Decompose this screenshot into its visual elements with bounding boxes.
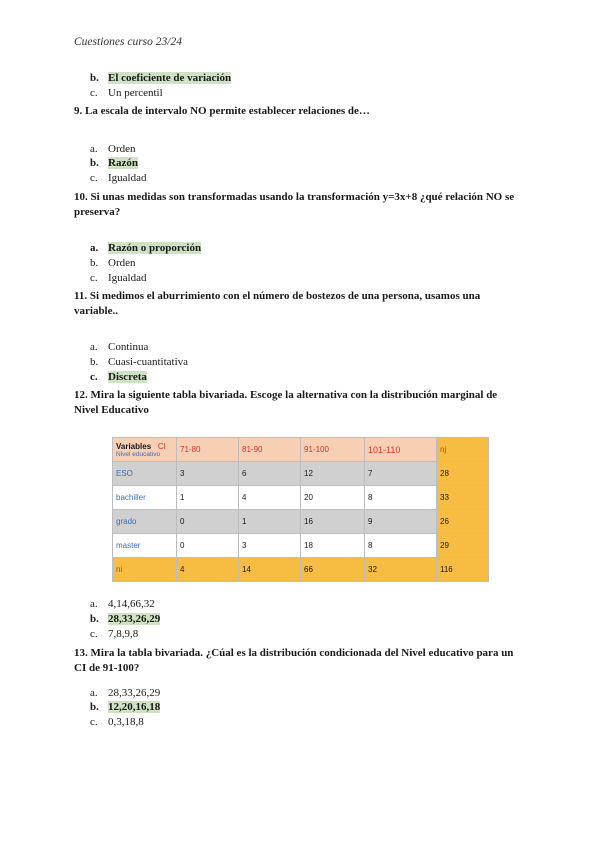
table-cell: 3 bbox=[177, 462, 239, 486]
row-label: bachiller bbox=[113, 486, 177, 510]
question-9: 9. La escala de intervalo NO permite establecer relaciones de… bbox=[74, 105, 370, 117]
q12-option-a bbox=[90, 598, 155, 611]
option-text: Razón o proporción bbox=[108, 242, 202, 254]
q11-option-c bbox=[90, 371, 147, 384]
table-cell: 9 bbox=[365, 510, 437, 534]
option-text: 28,33,26,29 bbox=[108, 687, 161, 699]
q13-option-c bbox=[90, 716, 144, 729]
option-text: 4,14,66,32 bbox=[108, 598, 155, 610]
question-12: 12. Mira la siguiente tabla bivariada. Escoge la alternativa con la distribución marginal de Nivel Educativo bbox=[74, 389, 498, 416]
q13-option-b bbox=[90, 701, 160, 714]
q10-option-c bbox=[90, 272, 146, 285]
option-text: Continua bbox=[108, 341, 149, 353]
option-letter: a. bbox=[90, 341, 98, 353]
table-cell: 6 bbox=[239, 462, 301, 486]
row-label: grado bbox=[113, 510, 177, 534]
column-header: 71-80 bbox=[177, 438, 239, 462]
q13-option-a bbox=[90, 687, 160, 700]
option-letter: a. bbox=[90, 687, 98, 699]
option-text: Cuasi-cuantitativa bbox=[108, 356, 189, 368]
table-row bbox=[113, 510, 489, 534]
option-letter: a. bbox=[90, 598, 98, 610]
option-letter: c. bbox=[90, 628, 98, 640]
option-letter: c. bbox=[90, 716, 98, 728]
option-letter: c. bbox=[90, 172, 98, 184]
page-header: Cuestiones curso 23/24 bbox=[74, 36, 182, 48]
table-cell: 0 bbox=[177, 510, 239, 534]
corner-variables-label: Variables bbox=[116, 441, 152, 451]
option-text: Razón bbox=[108, 157, 138, 169]
table-cell-total: 33 bbox=[437, 486, 489, 510]
column-header-nj: nj bbox=[437, 438, 489, 462]
option-letter: b. bbox=[90, 157, 99, 169]
q11-option-a bbox=[90, 341, 148, 354]
row-label: ESO bbox=[113, 462, 177, 486]
table-cell: 18 bbox=[301, 534, 365, 558]
option-text: 28,33,26,29 bbox=[108, 613, 161, 625]
table-cell: 1 bbox=[177, 486, 239, 510]
option-letter: b. bbox=[90, 257, 99, 269]
table-corner-cell bbox=[113, 438, 177, 462]
table-cell: 7 bbox=[365, 462, 437, 486]
column-header: 81-90 bbox=[239, 438, 301, 462]
table-cell-total: 26 bbox=[437, 510, 489, 534]
row-label: ni bbox=[113, 558, 177, 582]
option-text: El coeficiente de variación bbox=[108, 72, 232, 84]
option-text: Orden bbox=[108, 257, 136, 269]
question-13: 13. Mira la tabla bivariada. ¿Cúal es la distribución condicionada del Nivel educativo para un CI de 91-100? bbox=[74, 647, 514, 674]
column-header: 101-110 bbox=[365, 438, 437, 462]
table-header-row bbox=[113, 438, 489, 462]
table-cell: 4 bbox=[177, 558, 239, 582]
question-11: 11. Si medimos el aburrimiento con el número de bostezos de una persona, usamos una variable.. bbox=[74, 290, 481, 317]
option-text: 12,20,16,18 bbox=[108, 701, 161, 713]
option-letter: c. bbox=[90, 371, 98, 383]
q8-option-b bbox=[90, 72, 231, 85]
option-letter: b. bbox=[90, 701, 99, 713]
table-cell: 20 bbox=[301, 486, 365, 510]
option-letter: a. bbox=[90, 143, 98, 155]
table-cell: 32 bbox=[365, 558, 437, 582]
column-header: 91-100 bbox=[301, 438, 365, 462]
option-letter: b. bbox=[90, 356, 99, 368]
q12-option-b bbox=[90, 613, 160, 626]
table-cell: 8 bbox=[365, 486, 437, 510]
option-text: 7,8,9,8 bbox=[108, 628, 139, 640]
question-10: 10. Si unas medidas son transformadas usando la transformación y=3x+8 ¿qué relación NO se preserva? bbox=[74, 191, 515, 218]
q11-option-b bbox=[90, 356, 188, 369]
table-cell: 8 bbox=[365, 534, 437, 558]
option-text: Igualdad bbox=[108, 272, 147, 284]
option-letter: c. bbox=[90, 272, 98, 284]
table-row bbox=[113, 486, 489, 510]
row-label: master bbox=[113, 534, 177, 558]
option-letter: b. bbox=[90, 613, 99, 625]
table-cell: 12 bbox=[301, 462, 365, 486]
option-letter: a. bbox=[90, 242, 99, 254]
table-cell: 0 bbox=[177, 534, 239, 558]
q9-option-c bbox=[90, 172, 146, 185]
bivariate-table bbox=[112, 437, 489, 582]
q9-option-a bbox=[90, 143, 136, 156]
table-cell: 1 bbox=[239, 510, 301, 534]
option-letter: b. bbox=[90, 72, 99, 84]
table-cell: 16 bbox=[301, 510, 365, 534]
option-text: Discreta bbox=[108, 371, 147, 383]
q10-option-b bbox=[90, 257, 136, 270]
table-cell: 14 bbox=[239, 558, 301, 582]
table-row bbox=[113, 534, 489, 558]
table-cell-total: 116 bbox=[437, 558, 489, 582]
table-cell: 66 bbox=[301, 558, 365, 582]
q8-option-c bbox=[90, 87, 163, 100]
option-text: Un percentil bbox=[108, 87, 163, 99]
table-cell-total: 29 bbox=[437, 534, 489, 558]
option-text: Igualdad bbox=[108, 172, 147, 184]
option-letter: c. bbox=[90, 87, 98, 99]
table-cell-total: 28 bbox=[437, 462, 489, 486]
corner-ci-label: CI bbox=[157, 441, 166, 451]
q10-option-a bbox=[90, 242, 201, 255]
table-total-row bbox=[113, 558, 489, 582]
q12-option-c bbox=[90, 628, 138, 641]
q9-option-b bbox=[90, 157, 138, 170]
option-text: Orden bbox=[108, 143, 136, 155]
table-row bbox=[113, 462, 489, 486]
option-text: 0,3,18,8 bbox=[108, 716, 144, 728]
table-cell: 3 bbox=[239, 534, 301, 558]
corner-nivel-label: Nivel educativo bbox=[116, 450, 161, 458]
table-cell: 4 bbox=[239, 486, 301, 510]
